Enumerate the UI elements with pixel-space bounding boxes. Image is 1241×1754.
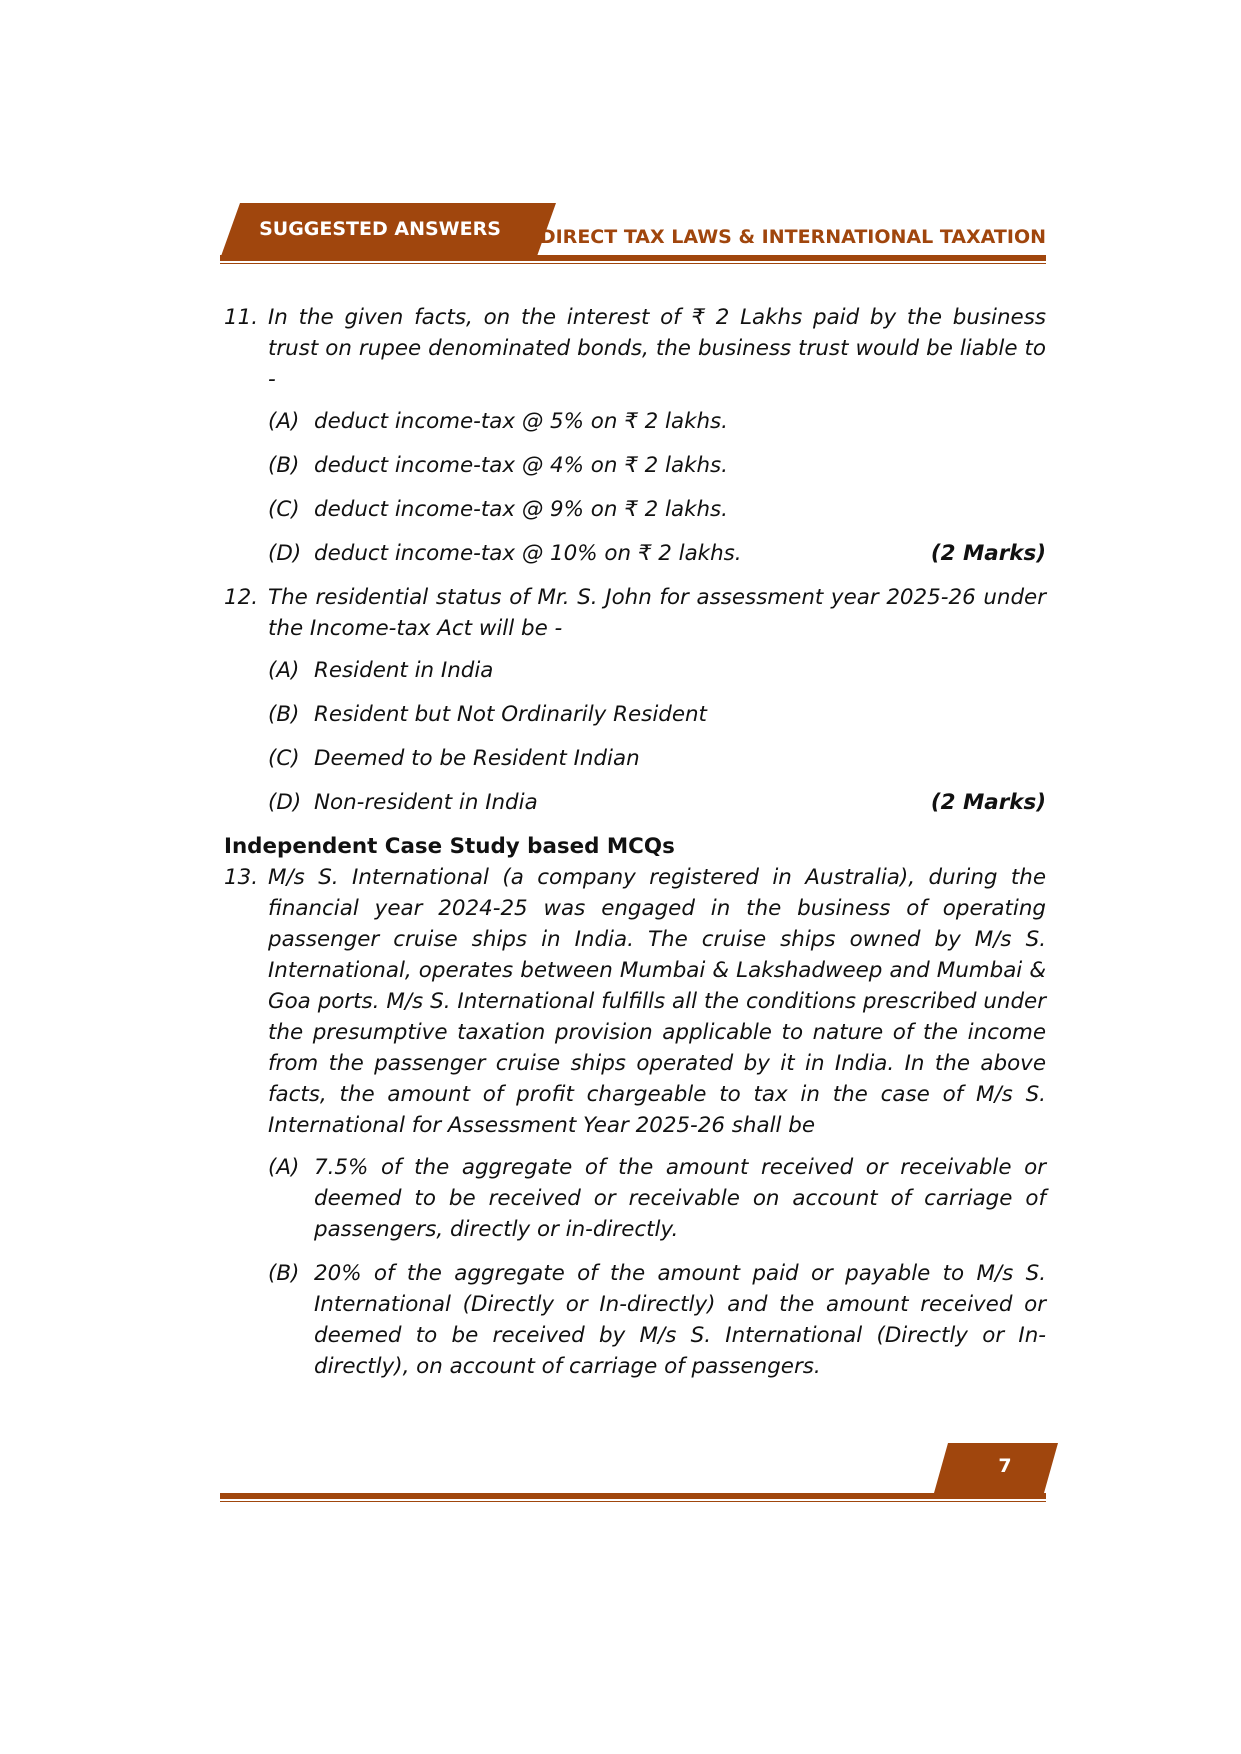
option-text: deduct income-tax @ 5% on ₹ 2 lakhs. bbox=[314, 409, 728, 434]
option bbox=[224, 787, 1046, 818]
question-13 bbox=[224, 862, 1046, 1141]
option bbox=[224, 1258, 1046, 1382]
header-tab-label: SUGGESTED ANSWERS bbox=[259, 218, 501, 240]
section-heading: Independent Case Study based MCQs bbox=[224, 834, 675, 859]
option-label: (C) bbox=[268, 497, 300, 522]
option-text: Non-resident in India bbox=[314, 790, 538, 815]
question-12 bbox=[224, 582, 1046, 644]
option-text: Deemed to be Resident Indian bbox=[314, 746, 640, 771]
question-text: In the given facts, on the interest of ₹ 2 Lakhs paid by the business trust on rupee denominated bonds, the business trust would be liable to - bbox=[268, 305, 1046, 392]
option-text: Resident but Not Ordinarily Resident bbox=[314, 702, 707, 727]
option-label: (A) bbox=[268, 1155, 300, 1180]
question-11 bbox=[224, 302, 1046, 395]
option-text: deduct income-tax @ 4% on ₹ 2 lakhs. bbox=[314, 453, 728, 478]
option-label: (B) bbox=[268, 1261, 300, 1286]
option bbox=[224, 743, 1046, 774]
page-content bbox=[224, 302, 1046, 1395]
header-rule-thin bbox=[220, 263, 1046, 264]
option-text: deduct income-tax @ 9% on ₹ 2 lakhs. bbox=[314, 497, 728, 522]
option-label: (B) bbox=[268, 453, 300, 478]
question-number: 11. bbox=[224, 305, 259, 330]
question-number: 13. bbox=[224, 865, 259, 890]
option bbox=[224, 1152, 1046, 1245]
option-text: 7.5% of the aggregate of the amount received or receivable or deemed to be received or receivable on account of carriage of passengers, directly or in-directly. bbox=[314, 1155, 1046, 1242]
option-label: (C) bbox=[268, 746, 300, 771]
option-label: (D) bbox=[268, 541, 302, 566]
option-label: (A) bbox=[268, 658, 300, 683]
option-label: (A) bbox=[268, 409, 300, 434]
page-number: 7 bbox=[998, 1455, 1012, 1477]
header-rule bbox=[220, 255, 1046, 261]
question-number: 12. bbox=[224, 585, 259, 610]
option bbox=[224, 538, 1046, 569]
option-text: Resident in India bbox=[314, 658, 494, 683]
question-text: The residential status of Mr. S. John for assessment year 2025-26 under the Income-tax Act will be - bbox=[268, 585, 1046, 641]
option-label: (D) bbox=[268, 790, 302, 815]
question-text: M/s S. International (a company registered in Australia), during the financial year 2024-25 was engaged in the business of operating passenger cruise ships in India. The cruise ships owned by M/s S. International, operates between Mumbai & Lakshadweep and Mumbai & Goa ports. M/s S. International fulfills all the conditions prescribed under the presumptive taxation provision applicable to nature of the income from the passenger cruise ships operated by it in India. In the above facts, the amount of profit chargeable to tax in the case of M/s S. International for Assessment Year 2025-26 shall be bbox=[268, 865, 1046, 1138]
marks-label: (2 Marks) bbox=[930, 790, 1046, 815]
option bbox=[224, 494, 1046, 525]
marks-label: (2 Marks) bbox=[930, 541, 1046, 566]
option bbox=[224, 699, 1046, 730]
footer-rule-thin bbox=[220, 1501, 1046, 1502]
option-label: (B) bbox=[268, 702, 300, 727]
option bbox=[224, 655, 1046, 686]
option bbox=[224, 450, 1046, 481]
header-title: DIRECT TAX LAWS & INTERNATIONAL TAXATION bbox=[539, 226, 1046, 248]
option bbox=[224, 406, 1046, 437]
option-text: deduct income-tax @ 10% on ₹ 2 lakhs. bbox=[314, 541, 742, 566]
option-text: 20% of the aggregate of the amount paid or payable to M/s S. International (Directly or In-directly) and the amount received or deemed to be received by M/s S. International (Directly or In-directly), on account of carriage of passengers. bbox=[314, 1261, 1046, 1379]
footer-rule bbox=[220, 1493, 1046, 1499]
